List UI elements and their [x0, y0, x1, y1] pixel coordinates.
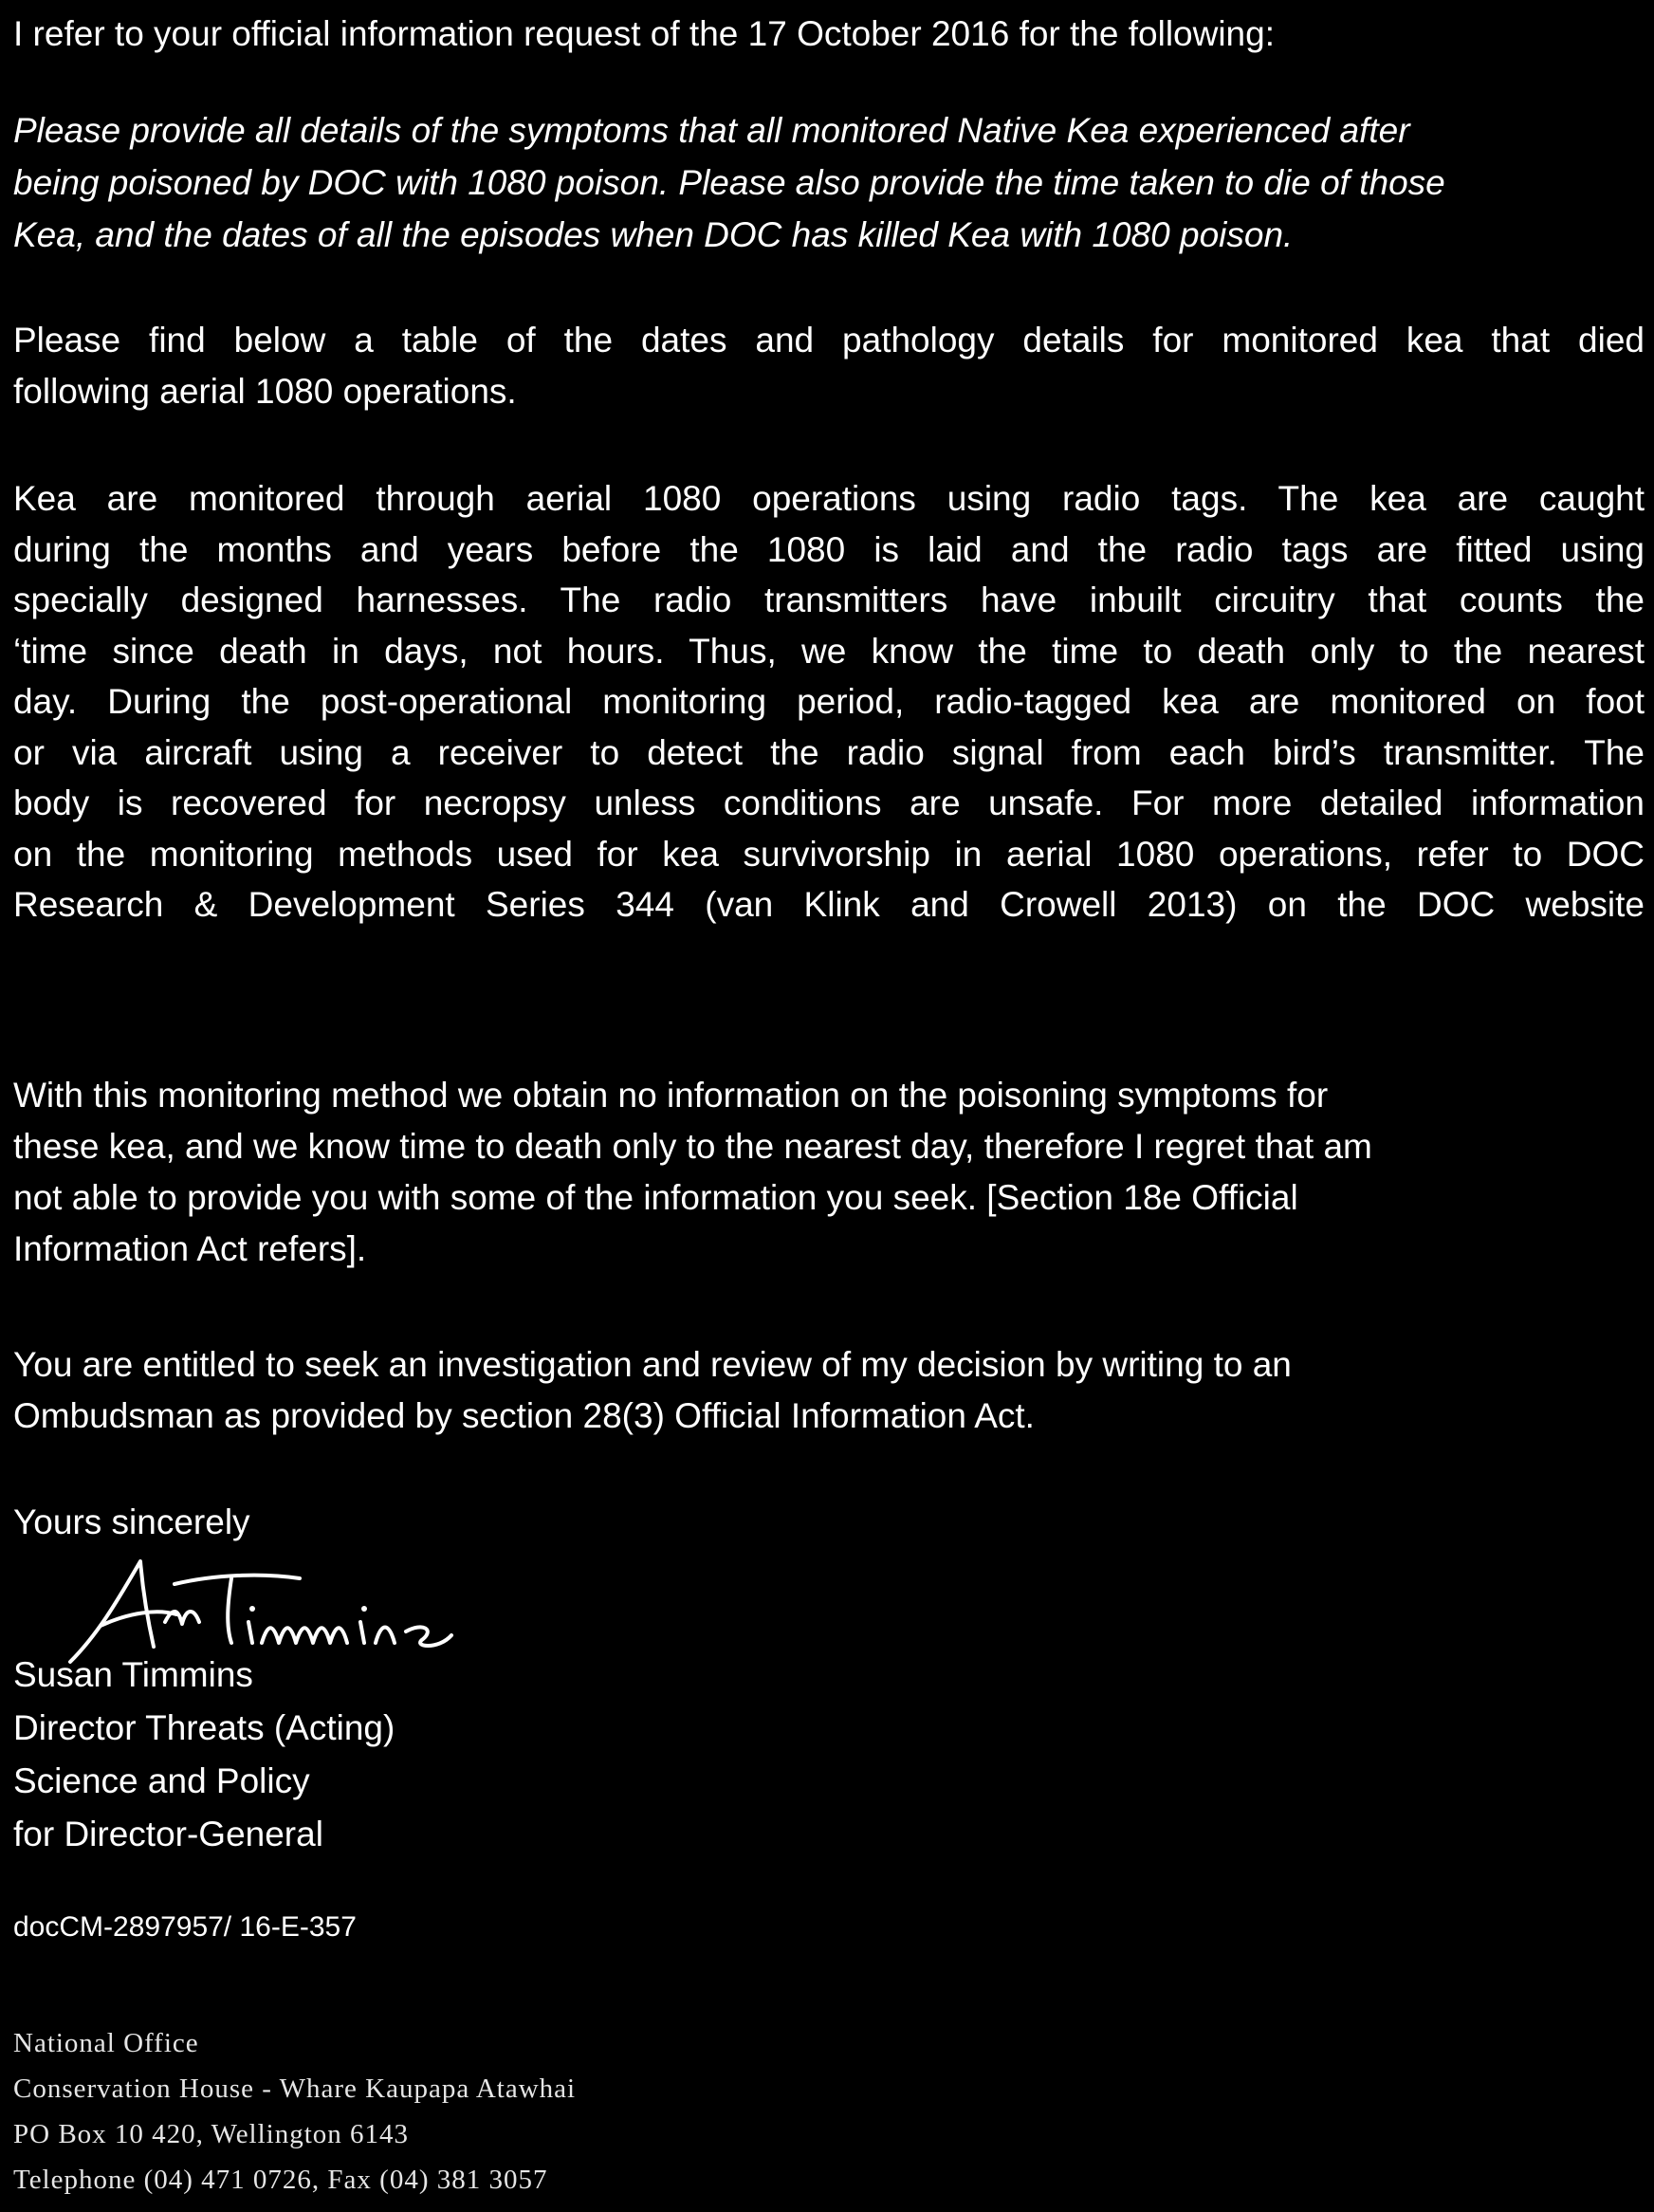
- intro-paragraph: I refer to your official information request of the 17 October 2016 for the following:: [13, 14, 1275, 53]
- request-quote: [13, 104, 1645, 261]
- signatory-unit: Science and Policy: [13, 1761, 310, 1800]
- no-information-line: Information Act refers].: [13, 1229, 367, 1268]
- monitoring-line: ‘time since death in days, not hours. Thus, we know the time to death only to the nearest: [13, 631, 1645, 671]
- signatory-on-behalf: for Director-General: [13, 1815, 323, 1853]
- signatory-title: Director Threats (Acting): [13, 1708, 395, 1747]
- document-reference: docCM-2897957/ 16-E-357: [13, 1911, 357, 1943]
- no-information-line: With this monitoring method we obtain no information on the poisoning symptoms for: [13, 1076, 1329, 1115]
- footer-po-box: PO Box 10 420, Wellington 6143: [13, 2119, 410, 2149]
- no-information-line: these kea, and we know time to death only to the nearest day, therefore I regret that am: [13, 1127, 1372, 1166]
- no-information-line: not able to provide you with some of the information you seek. [Section 18e Official: [13, 1178, 1298, 1217]
- signatory-name: Susan Timmins: [13, 1655, 253, 1694]
- ombudsman-paragraph: [13, 1339, 1645, 1442]
- monitoring-line: or via aircraft using a receiver to detect the radio signal from each bird’s transmitter. The: [13, 732, 1645, 772]
- monitoring-line: Kea are monitored through aerial 1080 operations using radio tags. The kea are caught: [13, 479, 1645, 518]
- request-line: Please provide all details of the symptoms that all monitored Native Kea experienced after: [13, 111, 1410, 150]
- monitoring-line: Research & Development Series 344 (van Klink and Crowell 2013) on the DOC website: [13, 885, 1645, 924]
- ombudsman-line: Ombudsman as provided by section 28(3) Official Information Act.: [13, 1396, 1035, 1435]
- table-lead-line: Please find below a table of the dates and pathology details for monitored kea that died: [13, 321, 1645, 359]
- ombudsman-line: You are entitled to seek an investigation and review of my decision by writing to an: [13, 1345, 1292, 1384]
- signature-block: [13, 1649, 395, 1861]
- footer-building: Conservation House - Whare Kaupapa Atawhai: [13, 2074, 577, 2104]
- monitoring-line: during the months and years before the 1080 is laid and the radio tags are fitted using: [13, 529, 1645, 569]
- footer-phone: Telephone (04) 471 0726, Fax (04) 381 3057: [13, 2165, 548, 2195]
- table-lead-line: following aerial 1080 operations.: [13, 371, 517, 411]
- closing-salutation: Yours sincerely: [13, 1502, 250, 1541]
- footer-office: National Office: [13, 2028, 199, 2058]
- table-lead-paragraph: [13, 315, 1645, 416]
- monitoring-line: specially designed harnesses. The radio transmitters have inbuilt circuitry that counts the: [13, 581, 1645, 619]
- monitoring-paragraph: [13, 473, 1645, 931]
- no-information-paragraph: [13, 1070, 1645, 1275]
- office-address-footer: [13, 2020, 576, 2203]
- request-line: Kea, and the dates of all the episodes when DOC has killed Kea with 1080 poison.: [13, 215, 1294, 254]
- request-line: being poisoned by DOC with 1080 poison. Please also provide the time taken to die of those: [13, 163, 1445, 202]
- monitoring-line: body is recovered for necropsy unless conditions are unsafe. For more detailed information: [13, 783, 1645, 822]
- monitoring-line: on the monitoring methods used for kea survivorship in aerial 1080 operations, refer to DOC: [13, 834, 1645, 874]
- monitoring-line: day. During the post-operational monitoring period, radio-tagged kea are monitored on foot: [13, 682, 1645, 721]
